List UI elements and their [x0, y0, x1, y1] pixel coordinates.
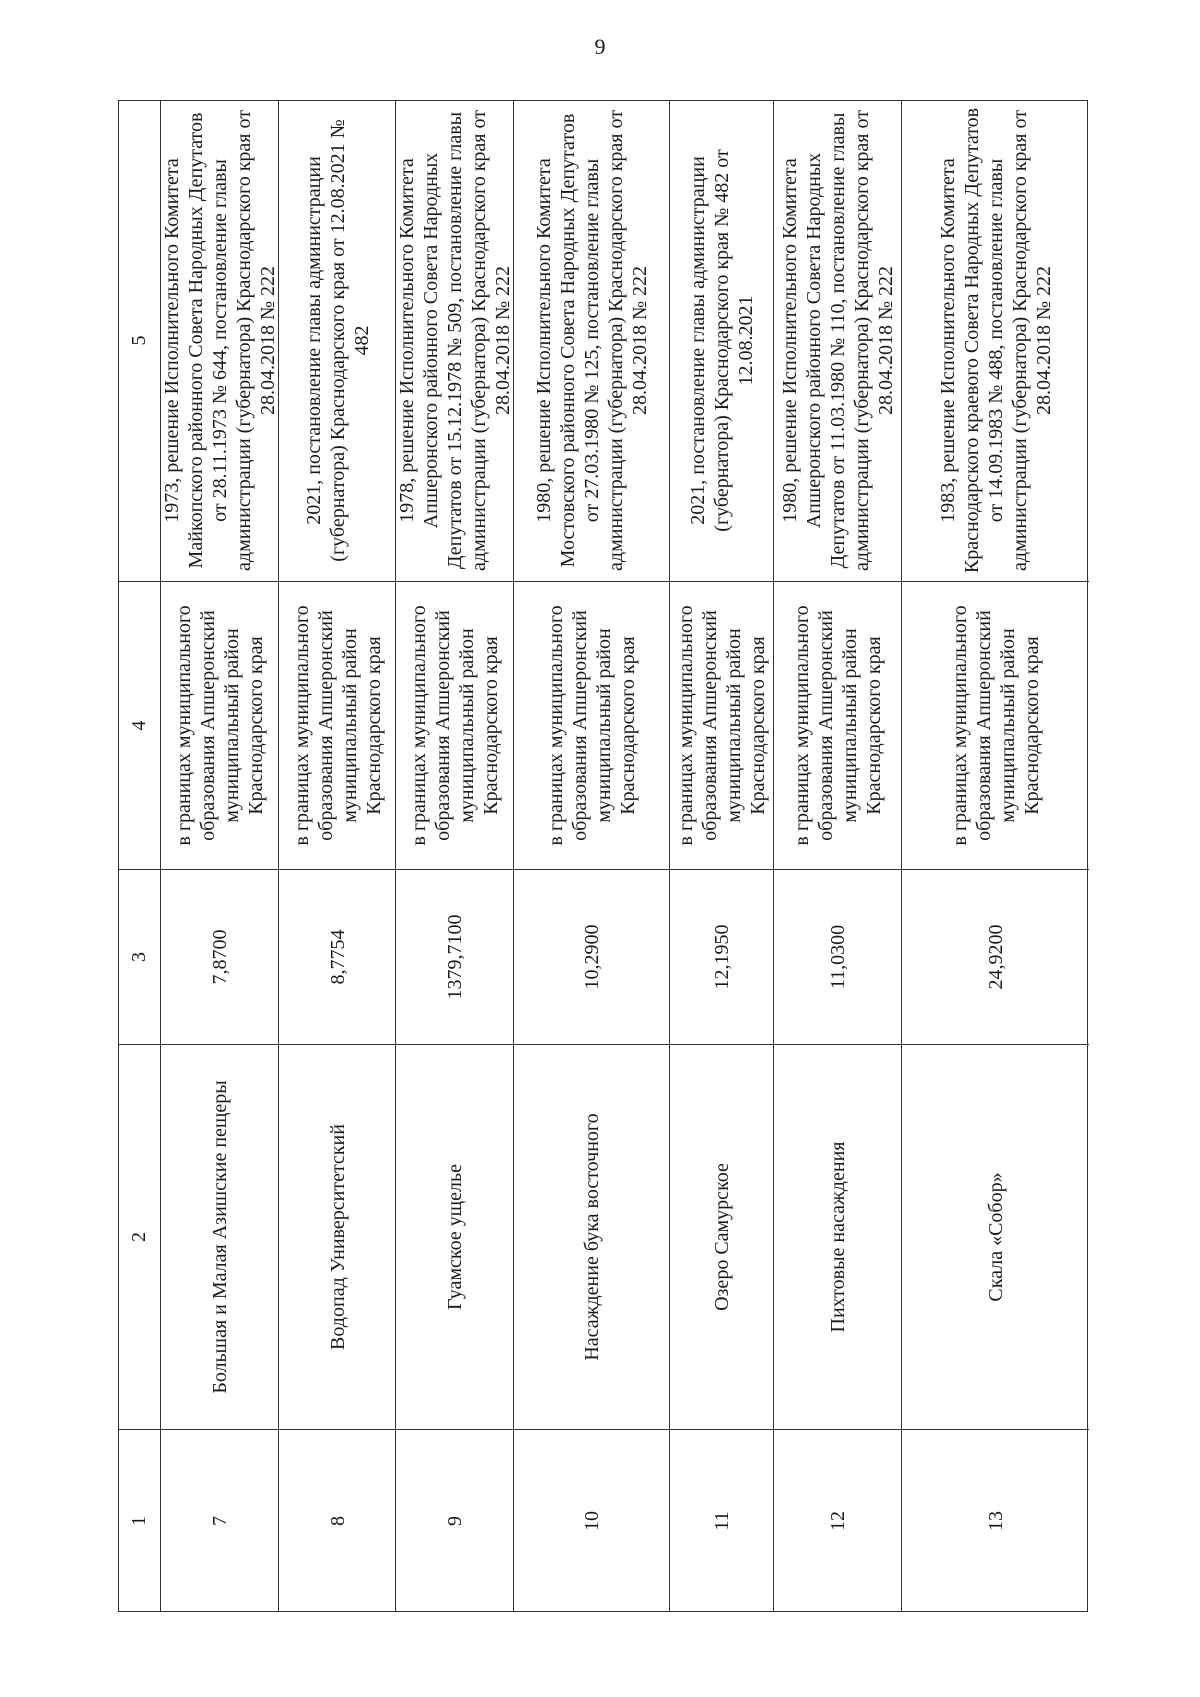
table-row — [278, 100, 396, 1612]
object-name: Большая и Малая Азишские пещеры — [161, 1045, 279, 1430]
header-cell-2: 2 — [118, 1045, 160, 1430]
location-text: в границах муниципального образования Апшеронский муниципальный район Краснодарского края — [161, 582, 279, 870]
table-row — [395, 100, 514, 1612]
location-text: в границах муниципального образования Апшеронский муниципальный район Краснодарского края — [670, 582, 774, 870]
table-row — [160, 100, 279, 1612]
basis-text: 1978, решение Исполнительного Комитета Апшеронского районного Совета Народных Депутатов от 15.12.1978 № 509, постановление главы администрации (губернатора) Краснодарского края от 28.04.2018 № 222 — [396, 100, 514, 582]
rotated-table — [118, 100, 1088, 1612]
table-row — [901, 100, 1089, 1612]
header-cell-3: 3 — [118, 870, 160, 1045]
basis-text: 1983, решение Исполнительного Комитета Краснодарского краевого Совета Народных Депутатов от 14.09.1983 № 488, постановление главы администрации (губернатора) Краснодарского края от 28.04.2018 № 222 — [902, 100, 1089, 582]
area-value: 24,9200 — [902, 870, 1089, 1045]
header-cell-4: 4 — [118, 582, 160, 870]
basis-text: 2021, постановление главы администрации (губернатора) Краснодарского края от 12.08.2021 № 482 — [279, 100, 396, 582]
object-name: Водопад Университетский — [279, 1045, 396, 1430]
row-number: 13 — [984, 1511, 1007, 1531]
basis-text: 1973, решение Исполнительного Комитета Майкопского районного Совета Народных Депутатов от 28.11.1973 № 644, постановление главы администрации (губернатора) Краснодарского края от 28.04.2018 № 222 — [161, 100, 279, 582]
table-row — [513, 100, 670, 1612]
table-row — [773, 100, 902, 1612]
object-name: Гуамское ущелье — [396, 1045, 514, 1430]
location-text: в границах муниципального образования Апшеронский муниципальный район Краснодарского края — [902, 582, 1089, 870]
object-name: Пихтовые насаждения — [774, 1045, 902, 1430]
header-cell-1: 1 — [128, 1516, 150, 1526]
location-text: в границах муниципального образования Апшеронский муниципальный район Краснодарского края — [774, 582, 902, 870]
row-number: 8 — [326, 1516, 349, 1526]
location-text: в границах муниципального образования Апшеронский муниципальный район Краснодарского края — [396, 582, 514, 870]
header-cell-5: 5 — [118, 100, 160, 582]
area-value: 1379,7100 — [396, 870, 514, 1045]
row-number: 10 — [581, 1511, 603, 1531]
row-number: 11 — [711, 1511, 733, 1531]
object-name: Насаждение бука восточного — [514, 1045, 670, 1430]
row-number: 12 — [827, 1511, 849, 1531]
location-text: в границах муниципального образования Апшеронский муниципальный район Краснодарского края — [279, 582, 396, 870]
object-name: Скала «Собор» — [902, 1045, 1089, 1430]
area-value: 12,1950 — [670, 870, 774, 1045]
page-number: 9 — [594, 34, 606, 59]
object-name: Озеро Самурское — [670, 1045, 774, 1430]
row-number: 9 — [444, 1516, 466, 1526]
row-number: 7 — [209, 1516, 231, 1526]
area-value: 11,0300 — [774, 870, 902, 1045]
basis-text: 1980, решение Исполнительного Комитета Мостовского районного Совета Народных Депутатов от 27.03.1980 № 125, постановление главы администрации (губернатора) Краснодарского края от 28.04.2018 № 222 — [514, 100, 670, 582]
basis-text: 1980, решение Исполнительного Комитета Апшеронского районного Совета Народных Депутатов от 11.03.1980 № 110, постановление главы администрации (губернатора) Краснодарского края от 28.04.2018 № 222 — [774, 100, 902, 582]
area-value: 8,7754 — [279, 870, 396, 1045]
basis-text: 2021, постановление главы администрации (губернатора) Краснодарского края № 482 от 12.08.2021 — [670, 100, 774, 582]
table-header-row — [118, 100, 160, 1612]
location-text: в границах муниципального образования Апшеронский муниципальный район Краснодарского края — [514, 582, 670, 870]
table-row — [669, 100, 774, 1612]
area-value: 7,8700 — [161, 870, 279, 1045]
area-value: 10,2900 — [514, 870, 670, 1045]
